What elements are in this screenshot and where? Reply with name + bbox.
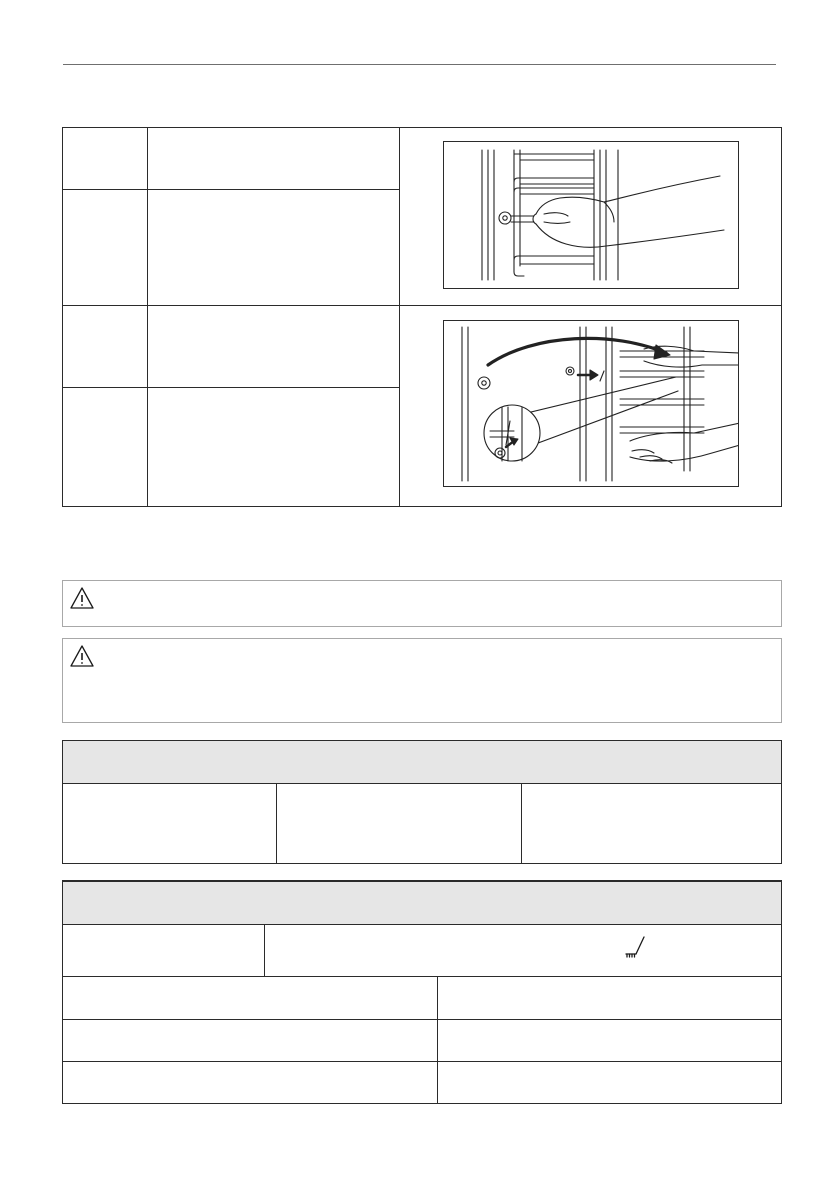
warning-triangle-icon	[69, 644, 95, 668]
table-header	[63, 882, 781, 925]
install-shelf-support-illustration	[443, 320, 739, 487]
column-divider	[276, 784, 277, 863]
warning-box	[62, 580, 782, 627]
rack-instructions-table	[62, 127, 782, 507]
column-divider	[264, 925, 265, 976]
row-divider	[63, 1061, 781, 1062]
remove-shelf-support-illustration	[443, 141, 739, 289]
row-divider	[63, 189, 399, 190]
illustration-divider	[399, 128, 400, 506]
warning-box	[62, 638, 782, 723]
info-table-a	[62, 740, 782, 864]
top-rule	[63, 64, 776, 65]
warning-triangle-icon	[69, 586, 95, 610]
row-divider	[63, 305, 781, 306]
row-divider	[63, 387, 399, 388]
step-number-divider	[147, 128, 148, 506]
column-divider	[521, 784, 522, 863]
row-divider	[63, 976, 781, 977]
fan-heat-function-icon	[624, 934, 646, 958]
row-divider	[63, 1019, 781, 1020]
info-table-b	[62, 880, 782, 1104]
column-divider	[437, 976, 438, 1104]
table-header	[63, 741, 781, 784]
